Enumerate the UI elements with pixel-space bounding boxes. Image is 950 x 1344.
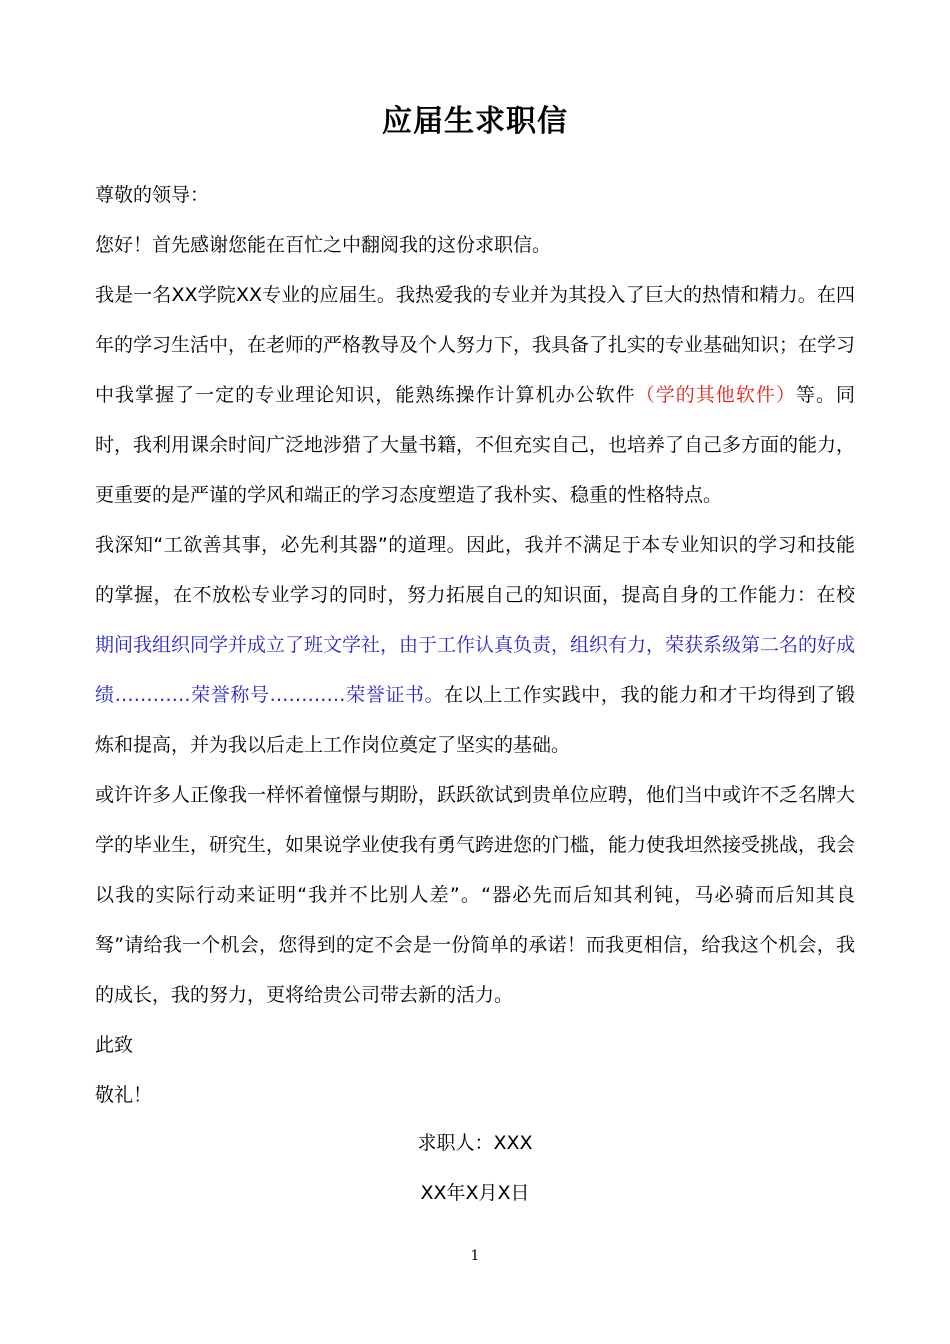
paragraph-intro-text-1: 我是一名XX学院XX专业的应届生。我热爱我的专业并为其投入了巨大的热情和精力。在四年的学习生活中，在老师的严格教导及个人努力下，我具备了扎实的专业基础知识；在学习中我掌握了一定的专业理论知识，能熟练操作计算机办公软件 bbox=[95, 284, 856, 406]
software-highlight: （学的其他软件） bbox=[635, 384, 796, 406]
paragraph-intro bbox=[95, 270, 855, 520]
closing-line-2: 敬礼！ bbox=[95, 1084, 153, 1106]
letter-body bbox=[95, 170, 855, 1120]
salutation: 尊敬的领导： bbox=[95, 184, 210, 206]
achievements-highlight: 期间我组织同学并成立了班文学社，由于工作认真负责，组织有力，荣获系级第二名的好成绩…………荣誉称号…………荣誉证书。 bbox=[95, 634, 856, 706]
page-number: 1 bbox=[470, 1248, 480, 1264]
closing-line-1: 此致 bbox=[95, 1034, 134, 1056]
greeting: 您好！首先感谢您能在百忙之中翻阅我的这份求职信。 bbox=[95, 234, 552, 256]
paragraph-skills-text-2: 在以上工作实践中，我的能力和才干均得到了锻炼和提高，并为我以后走上工作岗位奠定了坚实的基础。 bbox=[95, 684, 855, 756]
paragraph-skills-text-1: 我深知“工欲善其事，必先利其器”的道理。因此，我并不满足于本专业知识的学习和技能的掌握，在不放松专业学习的同时，努力拓展自己的知识面，提高自身的工作能力：在校 bbox=[95, 534, 855, 606]
paragraph-intro-text-2: 等。同时，我利用课余时间广泛地涉猎了大量书籍，不但充实自己，也培养了自己多方面的能力，更重要的是严谨的学风和端正的学习态度塑造了我朴实、稳重的性格特点。 bbox=[95, 384, 856, 506]
page-title: 应届生求职信 bbox=[382, 104, 568, 139]
signature: 求职人：XXX bbox=[417, 1132, 533, 1154]
date: XX年X月X日 bbox=[420, 1182, 530, 1204]
paragraph-appeal: 或许许多人正像我一样怀着憧憬与期盼，跃跃欲试到贵单位应聘，他们当中或许不乏名牌大学的毕业生，研究生，如果说学业使我有勇气跨进您的门槛，能力使我坦然接受挑战，我会以我的实际行动来证明“我并不比别人差”。“器必先而后知其利钝，马必骑而后知其良驽”请给我一个机会，您得到的定不会是一份简单的承诺！而我更相信，给我这个机会，我的成长，我的努力，更将给贵公司带去新的活力。 bbox=[95, 784, 856, 1006]
paragraph-skills bbox=[95, 520, 855, 770]
